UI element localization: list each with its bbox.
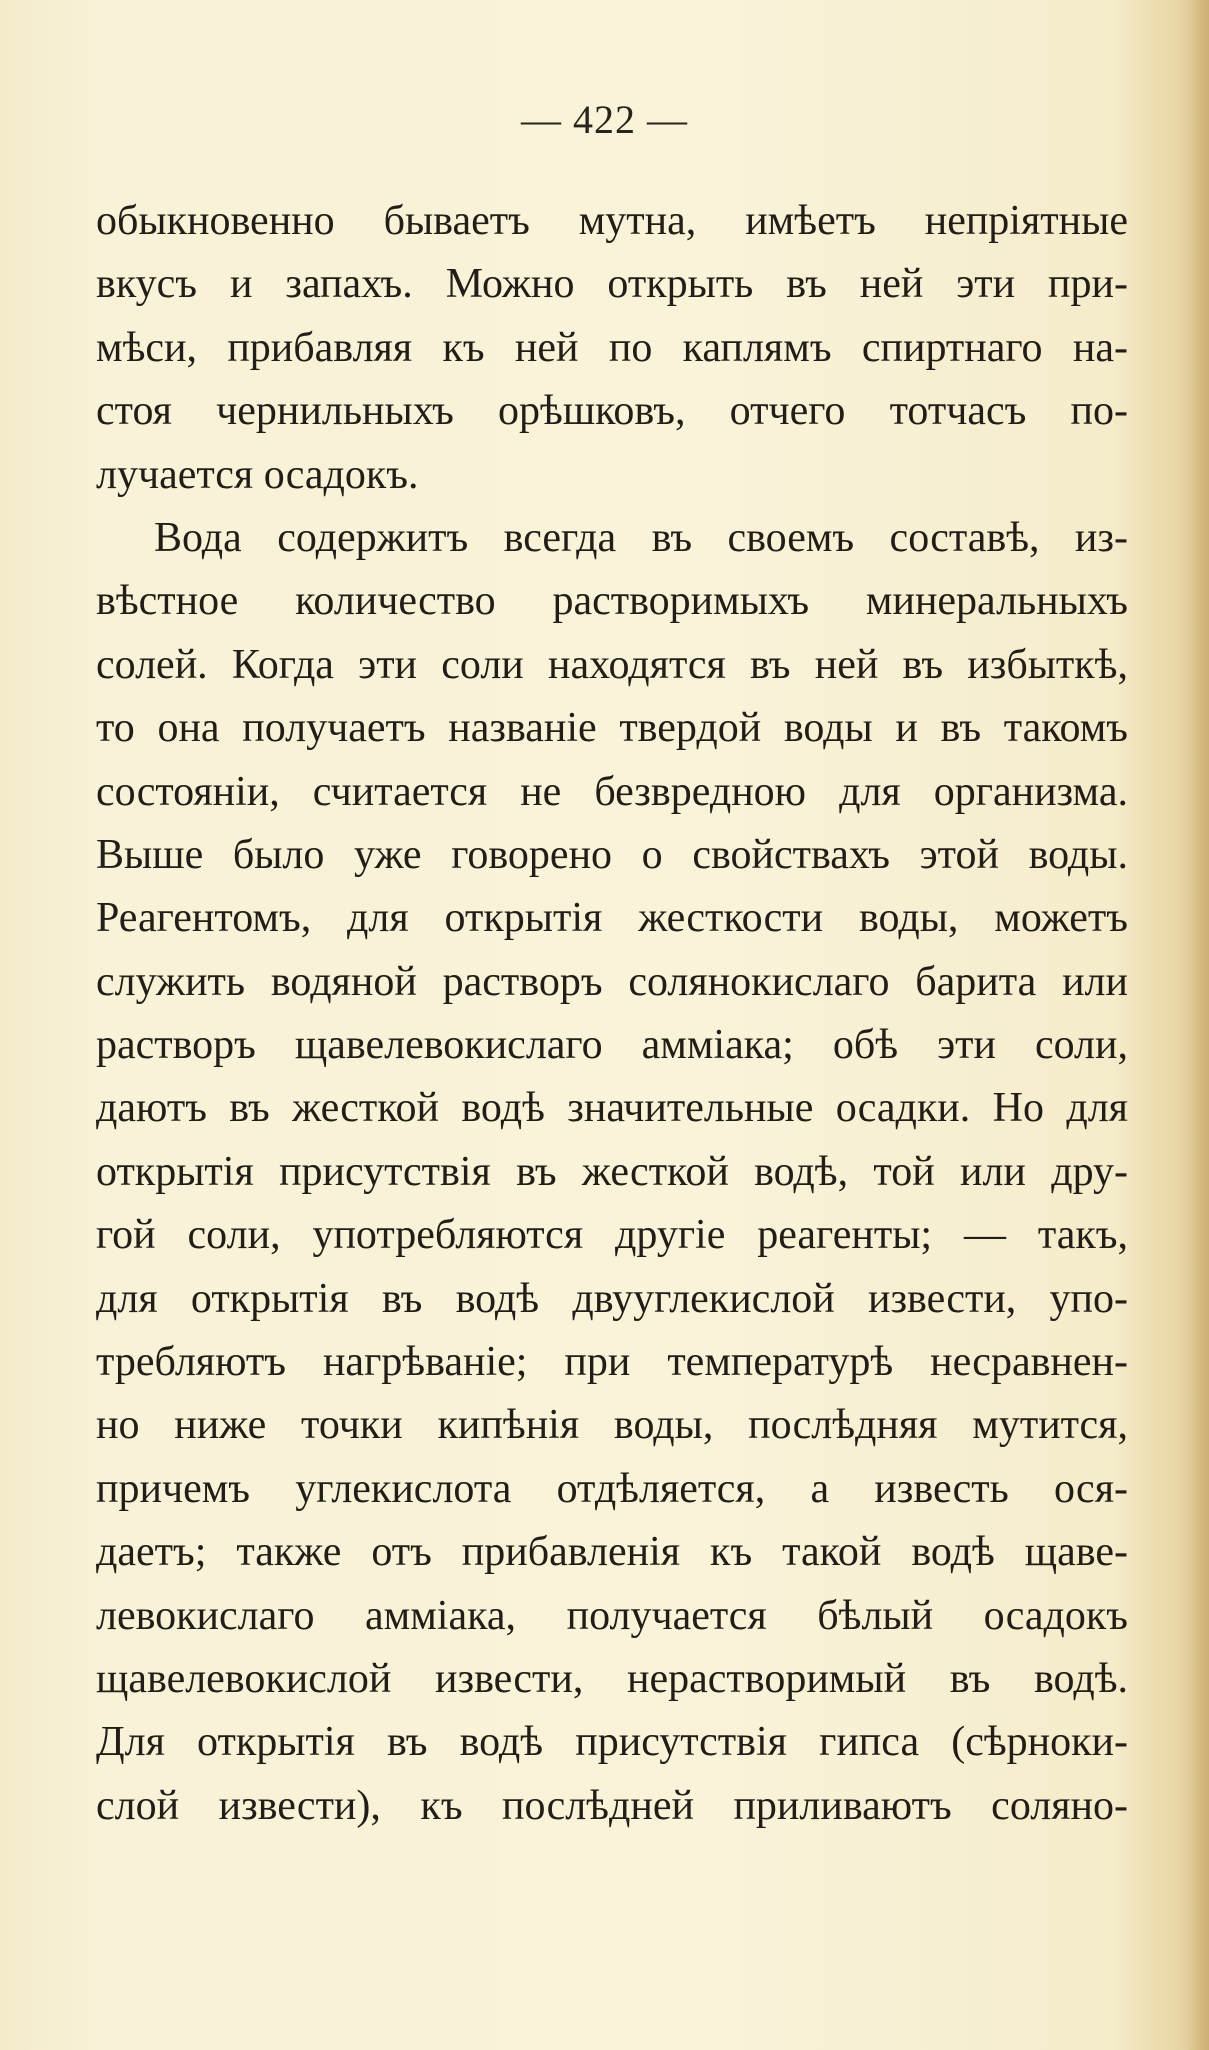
text-line: даетъ; также отъ прибавленія къ такой водѣ щаве- (96, 1529, 1128, 1576)
text-line: Для открытія въ водѣ присутствія гипса (сѣрноки- (96, 1719, 1128, 1766)
paragraph-first-line: Вода содержитъ всегда въ своемъ составѣ, из- (154, 514, 1128, 561)
text-line: мѣси, прибавляя къ ней по каплямъ спиртнаго на- (96, 324, 1128, 371)
text-line: обыкновенно бываетъ мутна, имѣетъ непріятные (96, 198, 1128, 244)
text-line: даютъ въ жесткой водѣ значительные осадки. Но для (96, 1085, 1128, 1132)
text-line: Выше было уже говорено о свойствахъ этой воды. (96, 831, 1128, 878)
text-line: солей. Когда эти соли находятся въ ней въ избыткѣ, (96, 641, 1128, 688)
body-text (96, 190, 1128, 1838)
text-line: гой соли, употребляются другіе реагенты; — такъ, (96, 1212, 1128, 1259)
text-line: растворъ щавелевокислаго амміака; обѣ эти соли, (96, 1022, 1128, 1069)
page-edge-shadow (1187, 0, 1209, 2050)
text-line: стоя чернильныхъ орѣшковъ, отчего тотчасъ по- (96, 388, 1128, 435)
text-line: причемъ углекислота отдѣляется, а известь ося- (96, 1465, 1128, 1512)
text-line: слой извести), къ послѣдней приливаютъ соляно- (96, 1782, 1128, 1829)
text-line: щавелевокислой извести, нерастворимый въ водѣ. (96, 1655, 1128, 1702)
text-line: вкусъ и запахъ. Можно открыть въ ней эти при- (96, 261, 1128, 308)
text-line: для открытія въ водѣ двууглекислой извести, упо- (96, 1275, 1128, 1322)
page-number: — 422 — (521, 97, 688, 142)
text-line: Реагентомъ, для открытія жесткости воды, можетъ (96, 895, 1128, 942)
text-line: то она получаетъ названіе твердой воды и въ такомъ (96, 705, 1128, 752)
text-line: но ниже точки кипѣнія воды, послѣдняя мутится, (96, 1402, 1128, 1449)
text-line: состояніи, считается не безвредною для организма. (96, 768, 1128, 815)
text-line: левокислаго амміака, получается бѣлый осадокъ (96, 1592, 1128, 1639)
text-line: вѣстное количество растворимыхъ минеральныхъ (96, 578, 1128, 625)
text-line: служить водяной растворъ солянокислаго барита или (96, 958, 1128, 1005)
text-line: открытія присутствія въ жесткой водѣ, той или дру- (96, 1148, 1128, 1195)
text-line: лучается осадокъ. (96, 451, 419, 498)
text-line: требляютъ нагрѣваніе; при температурѣ несравнен- (96, 1339, 1128, 1386)
